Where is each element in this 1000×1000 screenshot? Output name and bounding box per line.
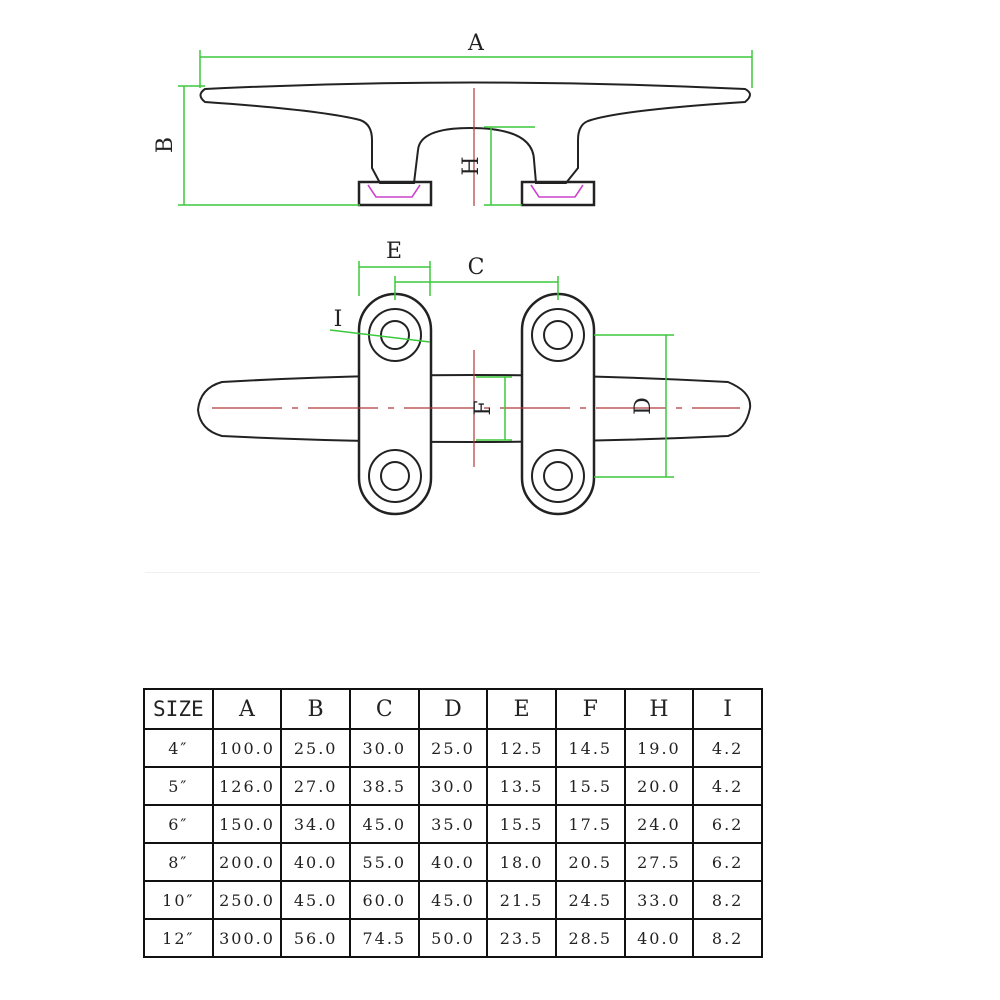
header-i: I (693, 689, 762, 729)
cell-h: 33.0 (625, 881, 694, 919)
cell-h: 24.0 (625, 805, 694, 843)
cell-c: 55.0 (350, 843, 419, 881)
header-size: SIZE (144, 689, 213, 729)
side-view-left-chamfer (368, 185, 420, 197)
header-a: A (213, 689, 282, 729)
cell-b: 56.0 (281, 919, 350, 957)
cell-e: 21.5 (487, 881, 556, 919)
cell-h: 19.0 (625, 729, 694, 767)
cell-a: 200.0 (213, 843, 282, 881)
dimension-label-H: H (459, 156, 484, 176)
cell-f: 17.5 (556, 805, 625, 843)
cell-f: 15.5 (556, 767, 625, 805)
header-f: F (556, 689, 625, 729)
cell-e: 12.5 (487, 729, 556, 767)
cell-b: 45.0 (281, 881, 350, 919)
dimension-label-I: I (333, 307, 343, 332)
header-d: D (419, 689, 488, 729)
cell-i: 4.2 (693, 767, 762, 805)
header-e: E (487, 689, 556, 729)
table-row (144, 767, 762, 805)
cell-d: 35.0 (419, 805, 488, 843)
cell-f: 24.5 (556, 881, 625, 919)
size-specification-table (143, 688, 763, 958)
cell-size: 8″ (144, 843, 213, 881)
cell-e: 23.5 (487, 919, 556, 957)
cell-a: 100.0 (213, 729, 282, 767)
side-view (153, 31, 752, 206)
table-row (144, 881, 762, 919)
cell-b: 27.0 (281, 767, 350, 805)
cell-a: 150.0 (213, 805, 282, 843)
cell-i: 8.2 (693, 881, 762, 919)
header-b: B (281, 689, 350, 729)
table-row (144, 729, 762, 767)
cell-c: 38.5 (350, 767, 419, 805)
table-row (144, 919, 762, 957)
header-h: H (625, 689, 694, 729)
cell-b: 34.0 (281, 805, 350, 843)
top-view (198, 239, 750, 514)
cell-c: 60.0 (350, 881, 419, 919)
cell-a: 126.0 (213, 767, 282, 805)
dimension-label-B: B (153, 136, 178, 154)
cell-c: 74.5 (350, 919, 419, 957)
cell-i: 6.2 (693, 805, 762, 843)
cell-h: 27.5 (625, 843, 694, 881)
cell-d: 30.0 (419, 767, 488, 805)
side-view-right-chamfer (531, 185, 583, 197)
dimension-label-C: C (467, 255, 485, 280)
cell-size: 10″ (144, 881, 213, 919)
dimension-B (178, 86, 360, 205)
cell-d: 25.0 (419, 729, 488, 767)
cell-d: 45.0 (419, 881, 488, 919)
cell-a: 250.0 (213, 881, 282, 919)
dimension-label-A: A (468, 31, 484, 56)
cell-i: 6.2 (693, 843, 762, 881)
cell-a: 300.0 (213, 919, 282, 957)
cell-f: 20.5 (556, 843, 625, 881)
cell-e: 13.5 (487, 767, 556, 805)
table-header-row (144, 689, 762, 729)
cell-h: 20.0 (625, 767, 694, 805)
cell-f: 28.5 (556, 919, 625, 957)
cell-f: 14.5 (556, 729, 625, 767)
cell-c: 45.0 (350, 805, 419, 843)
dimension-label-F: F (471, 400, 496, 416)
cell-c: 30.0 (350, 729, 419, 767)
cell-e: 18.0 (487, 843, 556, 881)
header-c: C (350, 689, 419, 729)
cell-d: 40.0 (419, 843, 488, 881)
cell-b: 25.0 (281, 729, 350, 767)
cell-b: 40.0 (281, 843, 350, 881)
cell-size: 6″ (144, 805, 213, 843)
dimension-H (484, 127, 535, 205)
cell-i: 4.2 (693, 729, 762, 767)
cell-i: 8.2 (693, 919, 762, 957)
section-divider (145, 572, 760, 573)
table-row (144, 805, 762, 843)
cell-size: 12″ (144, 919, 213, 957)
cell-e: 15.5 (487, 805, 556, 843)
dimension-label-E: E (385, 239, 403, 264)
cell-h: 40.0 (625, 919, 694, 957)
dimension-label-D: D (631, 397, 656, 415)
table-row (144, 843, 762, 881)
cell-size: 5″ (144, 767, 213, 805)
cell-size: 4″ (144, 729, 213, 767)
cell-d: 50.0 (419, 919, 488, 957)
